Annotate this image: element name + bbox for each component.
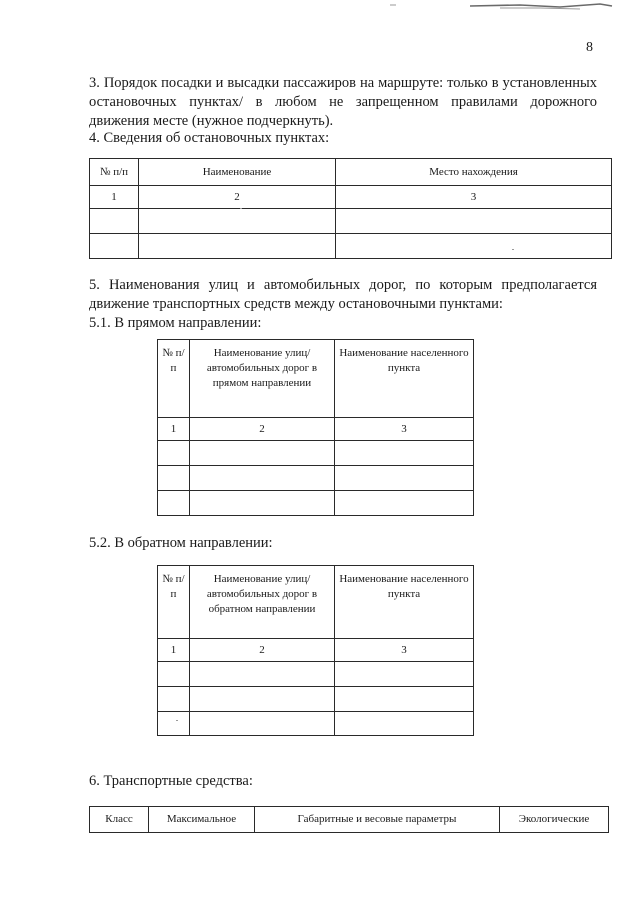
scan-speck [176, 720, 178, 721]
table-cell [336, 234, 612, 259]
column-number: 2 [190, 639, 335, 662]
table-cell [190, 712, 335, 736]
header-cell-ecological: Экологические [500, 807, 609, 833]
header-cell-settlement: Наименование населенного пункта [335, 340, 474, 418]
vehicles-table [89, 806, 609, 833]
table-cell [190, 441, 335, 466]
reverse-direction-table [157, 565, 474, 736]
column-number: 2 [190, 418, 335, 441]
header-cell-street-name: Наименование улиц/автомобильных дорог в обратном направлении [190, 566, 335, 639]
page-number: 8 [586, 40, 593, 55]
column-number: 1 [158, 639, 190, 662]
table-cell [336, 209, 612, 234]
table-row [158, 687, 474, 712]
header-cell-maximum: Максимальное [149, 807, 255, 833]
table-row [90, 234, 612, 259]
header-cell-number: № п/п [158, 566, 190, 639]
header-cell-number: № п/п [158, 340, 190, 418]
column-number: 3 [335, 418, 474, 441]
table-row [158, 662, 474, 687]
table-cell [335, 687, 474, 712]
scan-speck [240, 208, 242, 209]
header-cell-location: Место нахождения [336, 159, 612, 186]
table-row [158, 441, 474, 466]
column-number-row [90, 186, 612, 209]
column-number-row [158, 418, 474, 441]
table-row [158, 466, 474, 491]
table-cell [158, 712, 190, 736]
scan-edge-mark [0, 0, 640, 14]
scan-speck [512, 249, 514, 250]
table-header-row [158, 566, 474, 639]
forward-direction-table [157, 339, 474, 516]
section-5-1-heading: 5.1. В прямом направлении: [89, 315, 262, 331]
table-header-row [90, 807, 609, 833]
section-3-text: 3. Порядок посадки и высадки пассажиров на маршруте: только в установленных остановочных пунктах/ в любом не запрещенном правилами дорожного движения месте (нужное подчеркнуть). [89, 75, 597, 129]
table-cell [158, 491, 190, 516]
section-6-heading: 6. Транспортные средства: [89, 773, 253, 789]
section-4-heading: 4. Сведения об остановочных пунктах: [89, 130, 330, 146]
table-header-row [90, 159, 612, 186]
column-number: 1 [90, 186, 139, 209]
table-cell [335, 441, 474, 466]
section-5-text: 5. Наименования улиц и автомобильных дорог, по которым предполагается движение транспортных средств между остановочными пунктами: [89, 277, 597, 312]
table-cell [335, 466, 474, 491]
table-cell [190, 491, 335, 516]
table-cell [158, 441, 190, 466]
column-number: 3 [335, 639, 474, 662]
table-cell [90, 209, 139, 234]
table-cell [335, 712, 474, 736]
table-row [158, 491, 474, 516]
column-number-row [158, 639, 474, 662]
table-cell [190, 466, 335, 491]
table-cell [90, 234, 139, 259]
table-cell [158, 466, 190, 491]
table-row [90, 209, 612, 234]
header-cell-name: Наименование [139, 159, 336, 186]
table-cell [190, 687, 335, 712]
column-number: 1 [158, 418, 190, 441]
table-cell [190, 662, 335, 687]
table-cell [139, 209, 336, 234]
stops-table [89, 158, 612, 259]
table-cell [158, 687, 190, 712]
column-number: 2 [139, 186, 336, 209]
table-header-row [158, 340, 474, 418]
header-cell-number: № п/п [90, 159, 139, 186]
header-cell-dimensions: Габаритные и весовые параметры [255, 807, 500, 833]
header-cell-class: Класс [90, 807, 149, 833]
header-cell-settlement: Наименование населенного пункта [335, 566, 474, 639]
table-row [158, 712, 474, 736]
section-5-2-heading: 5.2. В обратном направлении: [89, 535, 273, 551]
table-cell [139, 234, 336, 259]
table-cell [335, 662, 474, 687]
header-cell-street-name: Наименование улиц/автомобильных дорог в прямом направлении [190, 340, 335, 418]
table-cell [158, 662, 190, 687]
table-cell [335, 491, 474, 516]
column-number: 3 [336, 186, 612, 209]
